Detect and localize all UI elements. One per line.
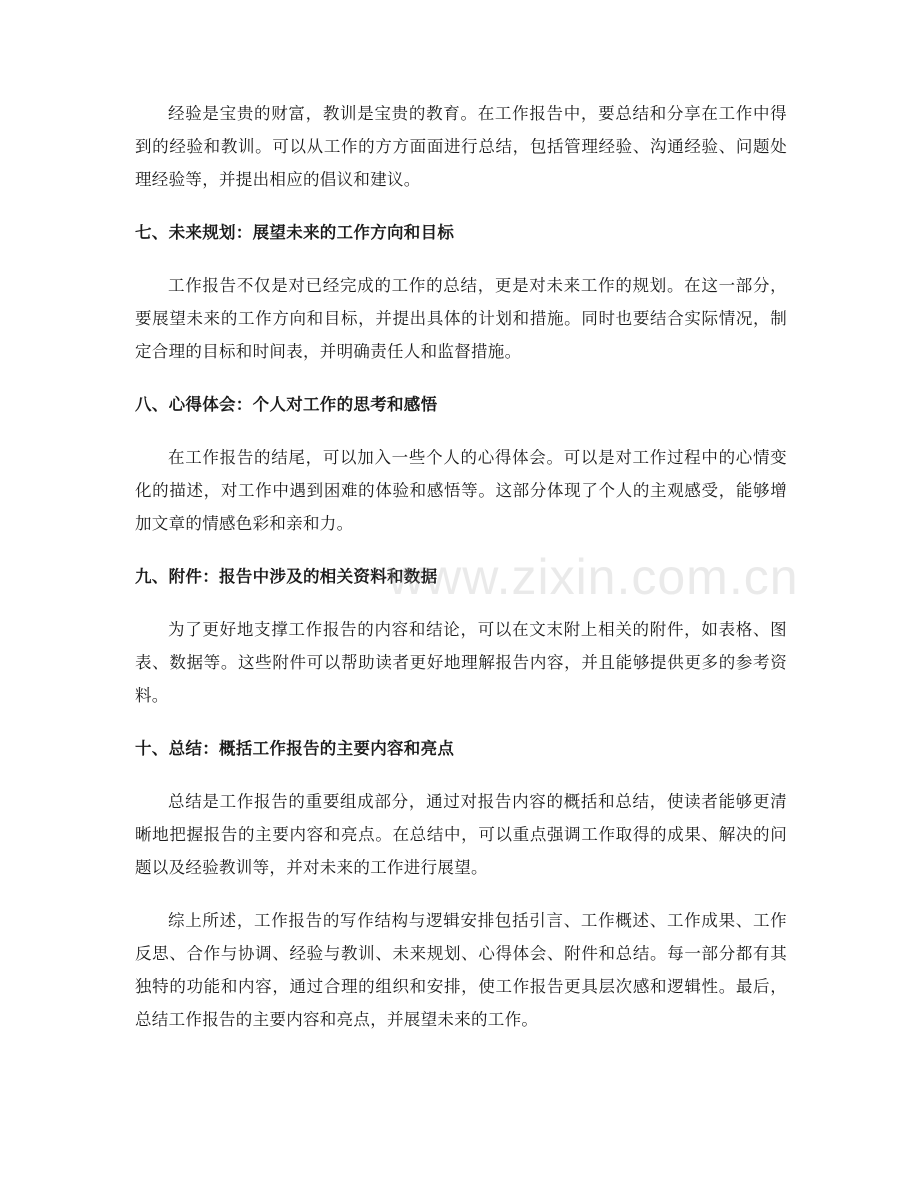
- section-heading: 九、附件：报告中涉及的相关资料和数据: [135, 567, 438, 586]
- watermark: www.zixin.com.cn: [388, 549, 799, 605]
- paragraph: 在工作报告的结尾，可以加入一些个人的心得体会。可以是对工作过程中的心情变化的描述，对工作中遇到困难的体验和感悟等。这部分体现了个人的主观感受，能够增加文章的情感色彩和亲和力。: [135, 448, 787, 533]
- document-page: [135, 97, 787, 1036]
- paragraph: 为了更好地支撑工作报告的内容和结论，可以在文末附上相关的附件，如表格、图表、数据等。这些附件可以帮助读者更好地理解报告内容，并且能够提供更多的参考资料。: [135, 620, 787, 705]
- paragraph: 经验是宝贵的财富，教训是宝贵的教育。在工作报告中，要总结和分享在工作中得到的经验和教训。可以从工作的方方面面进行总结，包括管理经验、沟通经验、问题处理经验等，并提出相应的倡议和建议。: [135, 104, 787, 189]
- paragraph: 工作报告不仅是对已经完成的工作的总结，更是对未来工作的规划。在这一部分，要展望未来的工作方向和目标，并提出具体的计划和措施。同时也要结合实际情况，制定合理的目标和时间表，并明确责任人和监督措施。: [135, 276, 787, 361]
- section-heading: 八、心得体会：个人对工作的思考和感悟: [135, 395, 438, 414]
- paragraph: 综上所述，工作报告的写作结构与逻辑安排包括引言、工作概述、工作成果、工作反思、合作与协调、经验与教训、未来规划、心得体会、附件和总结。每一部分都有其独特的功能和内容，通过合理的组织和安排，使工作报告更具层次感和逻辑性。最后，总结工作报告的主要内容和亮点，并展望未来的工作。: [135, 911, 787, 1029]
- section-heading: 十、总结：概括工作报告的主要内容和亮点: [135, 739, 455, 758]
- section-heading: 七、未来规划：展望未来的工作方向和目标: [135, 223, 455, 242]
- paragraph: 总结是工作报告的重要组成部分，通过对报告内容的概括和总结，使读者能够更清晰地把握报告的主要内容和亮点。在总结中，可以重点强调工作取得的成果、解决的问题以及经验教训等，并对未来的工作进行展望。: [135, 792, 787, 877]
